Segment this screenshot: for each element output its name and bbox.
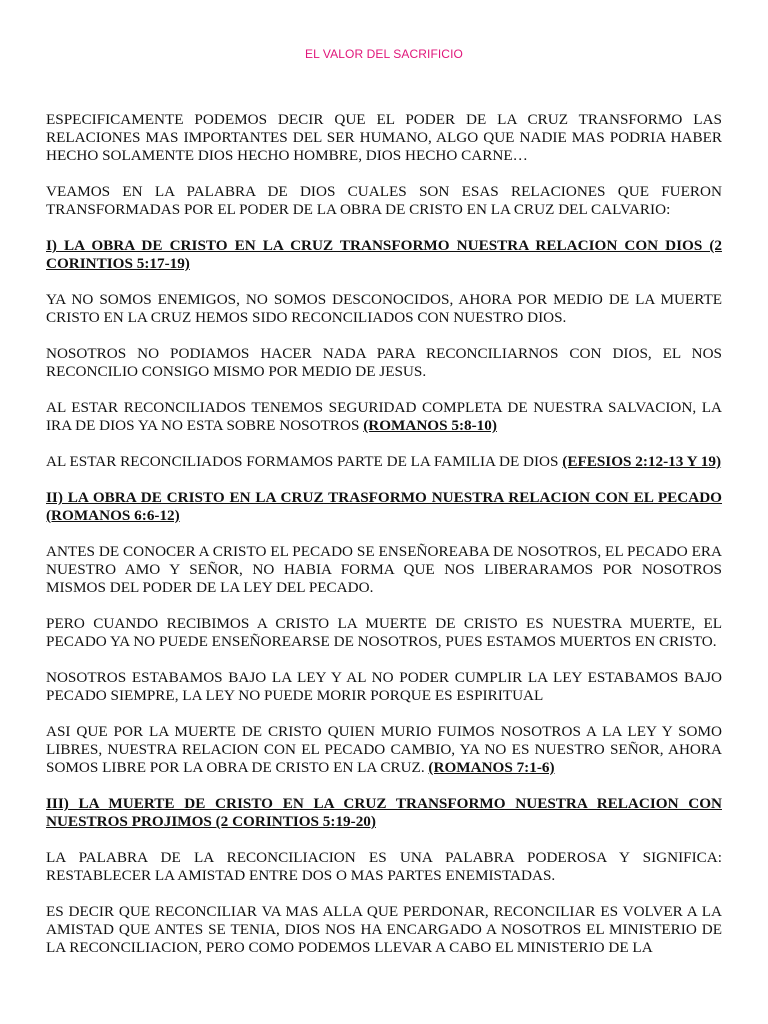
paragraph: ESPECIFICAMENTE PODEMOS DECIR QUE EL PODER DE LA CRUZ TRANSFORMO LAS RELACIONES MAS IMPORTANTES DEL SER HUMANO, ALGO QUE NADIE MAS PODRIA HABER HECHO SOLAMENTE DIOS HECHO HOMBRE, DIOS HECHO CARNE… <box>46 111 722 164</box>
paragraph: LA PALABRA DE LA RECONCILIACION ES UNA PALABRA PODEROSA Y SIGNIFICA: RESTABLECER LA AMISTAD ENTRE DOS O MAS PARTES ENEMISTADAS. <box>46 849 722 884</box>
paragraph: VEAMOS EN LA PALABRA DE DIOS CUALES SON ESAS RELACIONES QUE FUERON TRANSFORMADAS POR EL PODER DE LA OBRA DE CRISTO EN LA CRUZ DEL CALVARIO: <box>46 183 722 218</box>
paragraph: ES DECIR QUE RECONCILIAR VA MAS ALLA QUE PERDONAR, RECONCILIAR ES VOLVER A LA AMISTAD QUE ANTES SE TENIA, DIOS NOS HA ENCARGADO A NOSOTROS EL MINISTERIO DE LA RECONCILIACION, PERO COMO PODEMOS LLEVAR A CABO EL MINISTERIO DE LA <box>46 903 722 956</box>
scripture-reference: (ROMANOS 7:1-6) <box>428 759 555 776</box>
section-heading-1: I) LA OBRA DE CRISTO EN LA CRUZ TRANSFORMO NUESTRA RELACION CON DIOS (2 CORINTIOS 5:17-19) <box>46 237 722 272</box>
paragraph <box>46 453 722 471</box>
scripture-reference: (ROMANOS 5:8-10) <box>363 417 497 434</box>
paragraph: PERO CUANDO RECIBIMOS A CRISTO LA MUERTE DE CRISTO ES NUESTRA MUERTE, EL PECADO YA NO PUEDE ENSEÑOREARSE DE NOSOTROS, PUES ESTAMOS MUERTOS EN CRISTO. <box>46 615 722 650</box>
paragraph: NOSOTROS ESTABAMOS BAJO LA LEY Y AL NO PODER CUMPLIR LA LEY ESTABAMOS BAJO PECADO SIEMPRE, LA LEY NO PUEDE MORIR PORQUE ES ESPIRITUAL <box>46 669 722 704</box>
paragraph <box>46 399 722 435</box>
paragraph-text: ASI QUE POR LA MUERTE DE CRISTO QUIEN MURIO FUIMOS NOSOTROS A LA LEY Y SOMO LIBRES, NUESTRA RELACION CON EL PECADO CAMBIO, YA NO ES NUESTRO SEÑOR, AHORA SOMOS LIBRE POR LA OBRA DE CRISTO EN LA CRUZ. <box>46 723 722 776</box>
section-heading-2: II) LA OBRA DE CRISTO EN LA CRUZ TRASFORMO NUESTRA RELACION CON EL PECADO (ROMANOS 6:6-12) <box>46 489 722 524</box>
paragraph: NOSOTROS NO PODIAMOS HACER NADA PARA RECONCILIARNOS CON DIOS, EL NOS RECONCILIO CONSIGO MISMO POR MEDIO DE JESUS. <box>46 345 722 380</box>
paragraph-text: AL ESTAR RECONCILIADOS FORMAMOS PARTE DE LA FAMILIA DE DIOS <box>46 453 563 470</box>
paragraph: YA NO SOMOS ENEMIGOS, NO SOMOS DESCONOCIDOS, AHORA POR MEDIO DE LA MUERTE CRISTO EN LA CRUZ HEMOS SIDO RECONCILIADOS CON NUESTRO DIOS. <box>46 291 722 326</box>
document-title: EL VALOR DEL SACRIFICIO <box>305 47 463 61</box>
document-body <box>46 111 722 975</box>
paragraph-text: AL ESTAR RECONCILIADOS TENEMOS SEGURIDAD COMPLETA DE NUESTRA SALVACION, LA IRA DE DIOS YA NO ESTA SOBRE NOSOTROS <box>46 399 722 434</box>
scripture-reference: (EFESIOS 2:12-13 Y 19) <box>562 453 722 470</box>
section-heading-3: III) LA MUERTE DE CRISTO EN LA CRUZ TRANSFORMO NUESTRA RELACION CON NUESTROS PROJIMOS (2 CORINTIOS 5:19-20) <box>46 795 722 830</box>
paragraph <box>46 723 722 777</box>
paragraph: ANTES DE CONOCER A CRISTO EL PECADO SE ENSEÑOREABA DE NOSOTROS, EL PECADO ERA NUESTRO AMO Y SEÑOR, NO HABIA FORMA QUE NOS LIBERARAMOS POR NOSOTROS MISMOS DEL PODER DE LA LEY DEL PECADO. <box>46 543 722 596</box>
